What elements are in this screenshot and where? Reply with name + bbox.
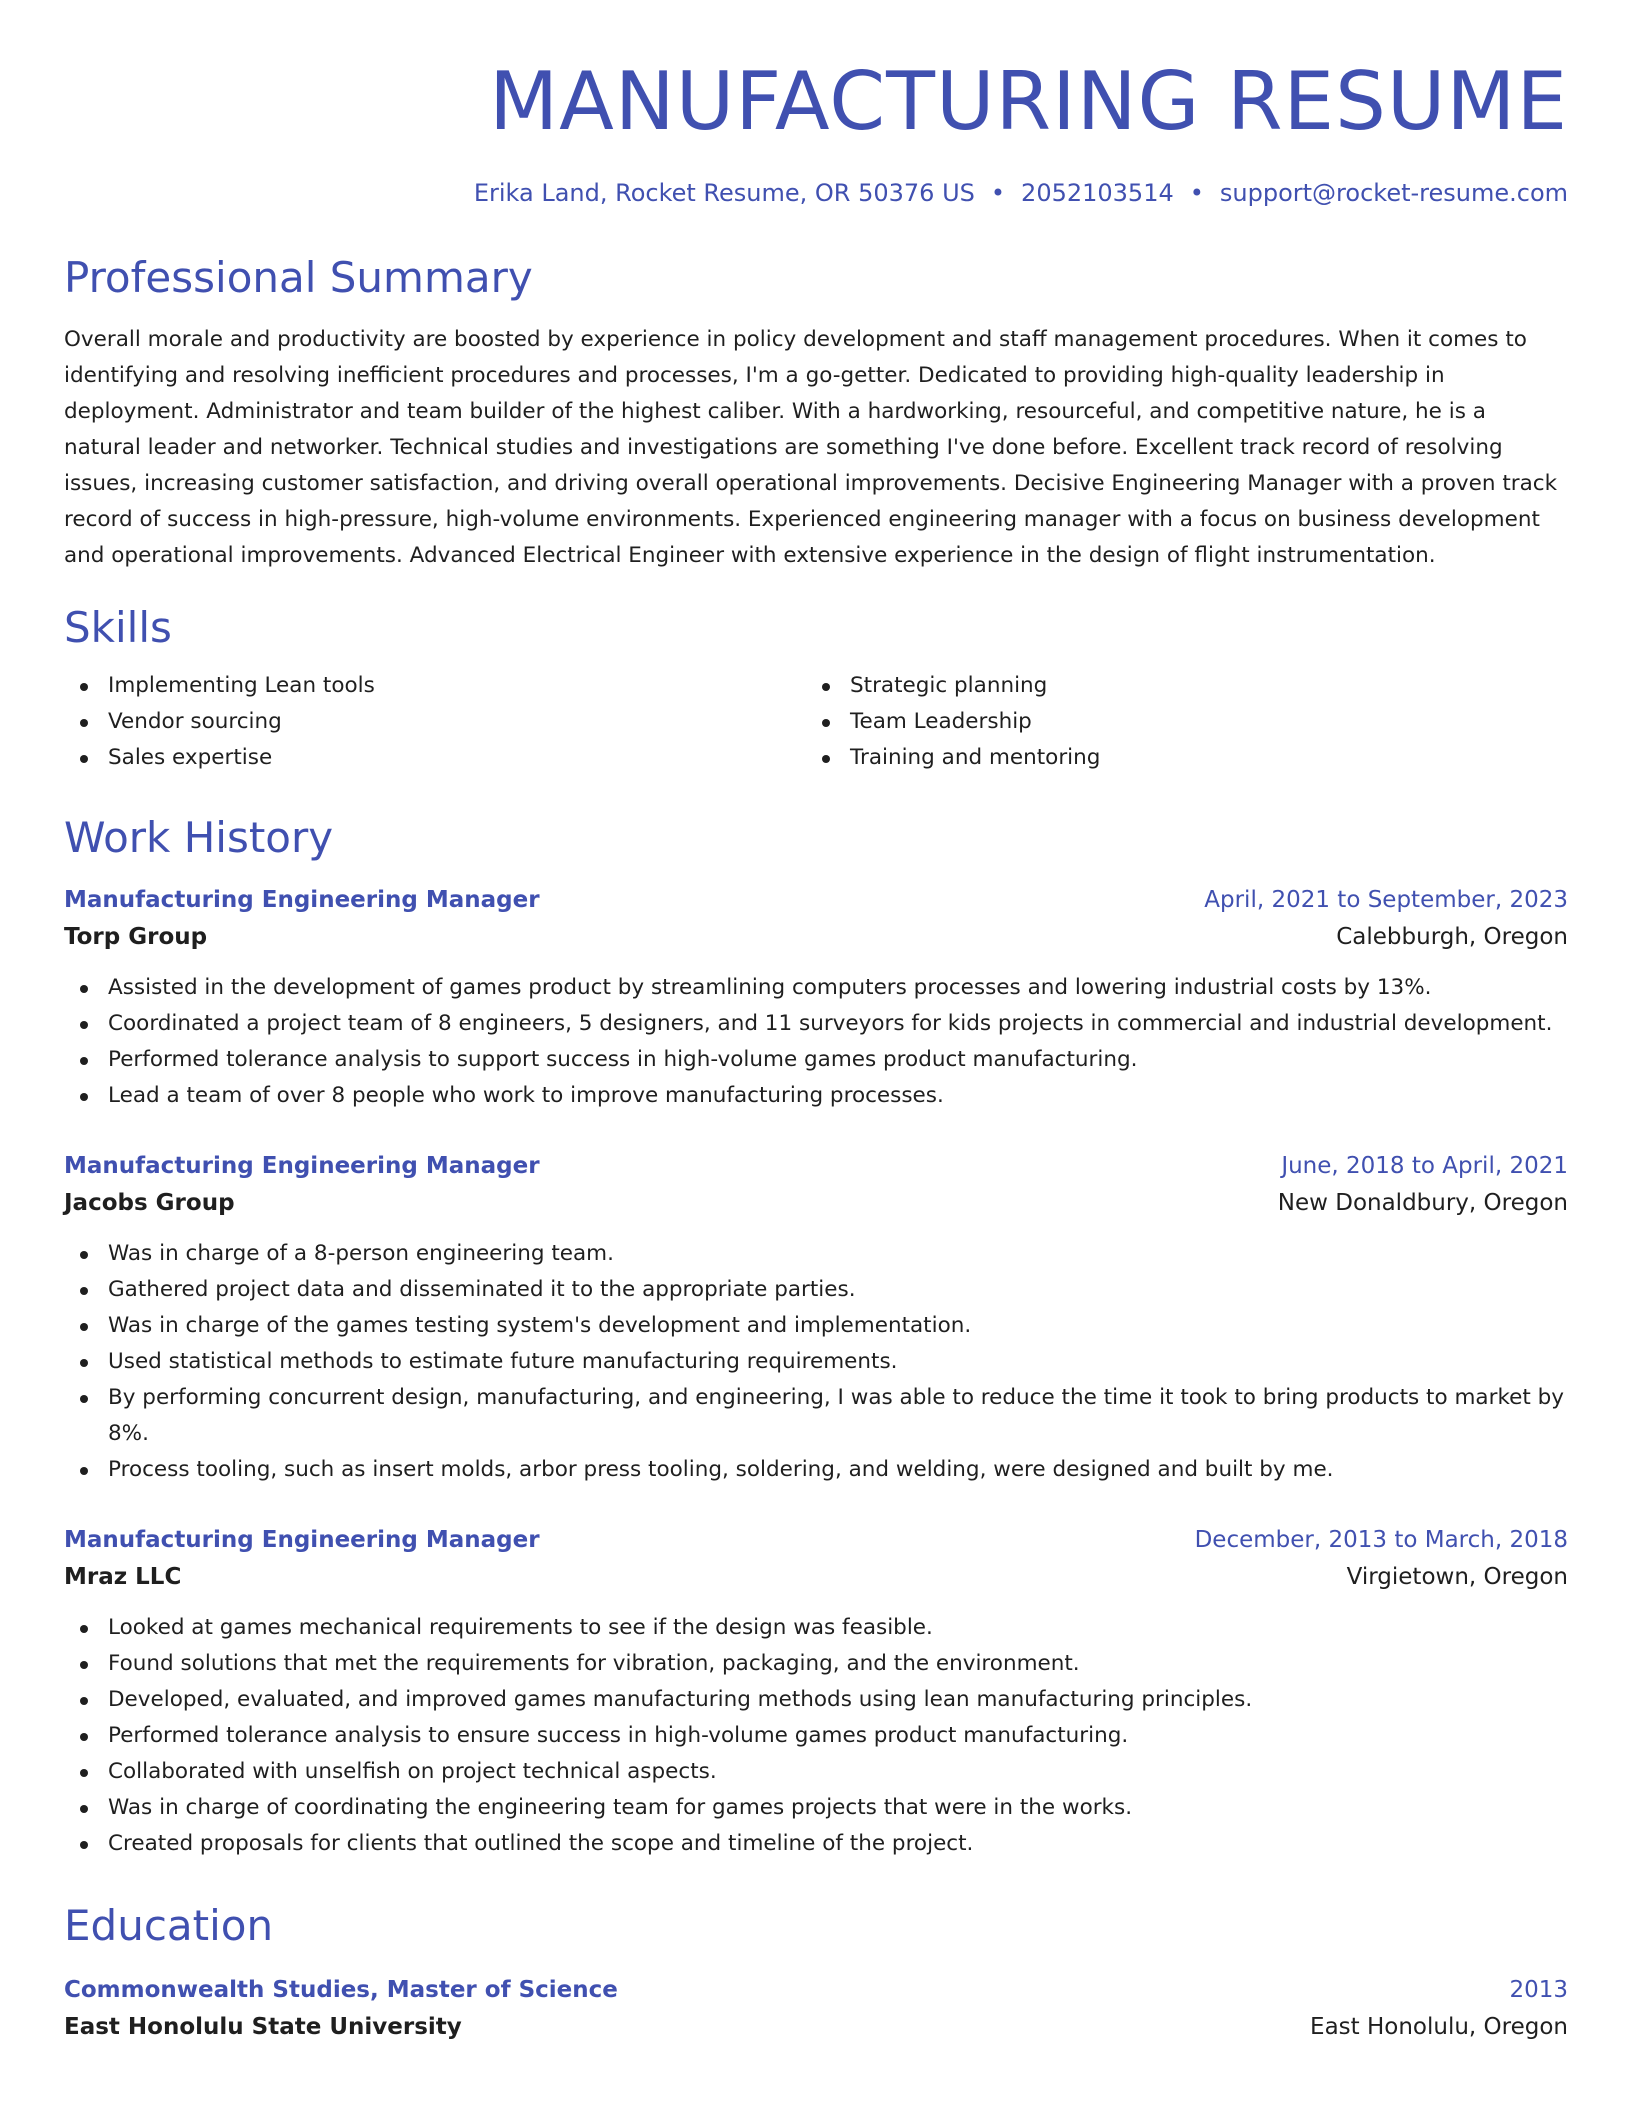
- contact-separator: •: [990, 179, 1006, 207]
- job-company: Mraz LLC: [64, 1564, 182, 1590]
- job-bullet: Was in charge of coordinating the engineering team for games projects that were in the works.: [64, 1790, 1568, 1826]
- job-bullet: Process tooling, such as insert molds, arbor press tooling, soldering, and welding, were designed and built by me.: [64, 1452, 1568, 1488]
- job-company: Torp Group: [64, 924, 208, 950]
- job-bullet: Developed, evaluated, and improved games manufacturing methods using lean manufacturing principles.: [64, 1682, 1568, 1718]
- job-location: Virgietown, Oregon: [1346, 1564, 1568, 1590]
- education-year: 2013: [1509, 1977, 1568, 2003]
- job-bullets: [64, 1236, 1568, 1488]
- skills-right-column: [806, 668, 1548, 776]
- job-location: New Donaldbury, Oregon: [1277, 1190, 1568, 1216]
- education-heading: Education: [64, 1901, 274, 1950]
- education-location: East Honolulu, Oregon: [1310, 2014, 1568, 2040]
- job-bullet: Assisted in the development of games product by streamlining computers processes and lowering industrial costs by 13%.: [64, 970, 1568, 1006]
- resume-title: MANUFACTURING RESUME: [489, 55, 1568, 148]
- contact-address: Erika Land, Rocket Resume, OR 50376 US: [473, 179, 975, 207]
- education-section: [64, 1900, 1568, 2046]
- skill-item: Training and mentoring: [806, 740, 1548, 776]
- resume-page: [64, 0, 1568, 2046]
- job-bullet: Was in charge of the games testing system's development and implementation.: [64, 1308, 1568, 1344]
- contact-phone: 2052103514: [1021, 179, 1174, 207]
- contact-email: support@rocket-resume.com: [1219, 179, 1568, 207]
- skill-item: Team Leadership: [806, 704, 1548, 740]
- job-bullet: Used statistical methods to estimate future manufacturing requirements.: [64, 1344, 1568, 1380]
- skill-item: Strategic planning: [806, 668, 1548, 704]
- job-bullets: [64, 970, 1568, 1114]
- skill-item: Implementing Lean tools: [64, 668, 806, 704]
- skills-heading: Skills: [64, 603, 172, 652]
- job-entry: [64, 882, 1568, 1114]
- work-history-heading: Work History: [64, 813, 334, 862]
- job-bullet: Lead a team of over 8 people who work to improve manufacturing processes.: [64, 1078, 1568, 1114]
- job-title-row: [64, 1148, 1568, 1184]
- job-bullet: Looked at games mechanical requirements to see if the design was feasible.: [64, 1610, 1568, 1646]
- job-bullet: Was in charge of a 8-person engineering team.: [64, 1236, 1568, 1272]
- education-entry: [64, 1972, 1568, 2046]
- job-dates: December, 2013 to March, 2018: [1194, 1527, 1568, 1553]
- job-bullet: By performing concurrent design, manufacturing, and engineering, I was able to reduce the time it took to bring products to market by 8%.: [64, 1380, 1568, 1452]
- skills-columns: [64, 668, 1568, 776]
- job-dates: June, 2018 to April, 2021: [1281, 1153, 1568, 1179]
- job-entry: [64, 1522, 1568, 1862]
- summary-heading: Professional Summary: [64, 253, 533, 302]
- job-location: Calebburgh, Oregon: [1336, 924, 1568, 950]
- job-title: Manufacturing Engineering Manager: [64, 887, 540, 913]
- job-company: Jacobs Group: [64, 1190, 235, 1216]
- job-bullet: Performed tolerance analysis to ensure success in high-volume games product manufacturing.: [64, 1718, 1568, 1754]
- job-bullet: Coordinated a project team of 8 engineers, 5 designers, and 11 surveyors for kids projects in commercial and industrial development.: [64, 1006, 1568, 1042]
- job-bullet: Performed tolerance analysis to support success in high-volume games product manufacturing.: [64, 1042, 1568, 1078]
- summary-section: [64, 252, 1568, 574]
- job-entry: [64, 1148, 1568, 1488]
- job-title: Manufacturing Engineering Manager: [64, 1527, 540, 1553]
- job-title-row: [64, 882, 1568, 918]
- job-bullet: Created proposals for clients that outlined the scope and timeline of the project.: [64, 1826, 1568, 1862]
- job-bullet: Gathered project data and disseminated it to the appropriate parties.: [64, 1272, 1568, 1308]
- job-company-row: [64, 918, 1568, 956]
- education-school-row: [64, 2008, 1568, 2046]
- skills-left-column: [64, 668, 806, 776]
- job-bullet: Collaborated with unselfish on project technical aspects.: [64, 1754, 1568, 1790]
- contact-line: [64, 176, 1568, 210]
- education-school: East Honolulu State University: [64, 2014, 462, 2040]
- contact-separator: •: [1189, 179, 1204, 207]
- job-bullets: [64, 1610, 1568, 1862]
- job-dates: April, 2021 to September, 2023: [1204, 887, 1568, 913]
- skill-item: Vendor sourcing: [64, 704, 806, 740]
- education-degree-row: [64, 1972, 1568, 2008]
- job-company-row: [64, 1184, 1568, 1222]
- work-history-section: [64, 812, 1568, 1862]
- job-bullet: Found solutions that met the requirements for vibration, packaging, and the environment.: [64, 1646, 1568, 1682]
- job-title: Manufacturing Engineering Manager: [64, 1153, 540, 1179]
- summary-text: Overall morale and productivity are boosted by experience in policy development and staff management procedures. When it comes to identifying and resolving inefficient procedures and processes, I'm a go-getter. Dedicated to providing high-quality leadership in deployment. Administrator and team builder of the highest caliber. With a hardworking, resourceful, and competitive nature, he is a natural leader and networker. Technical studies and investigations are something I've done before. Excellent track record of resolving issues, increasing customer satisfaction, and driving overall operational improvements. Decisive Engineering Manager with a proven track record of success in high-pressure, high-volume environments. Experienced engineering manager with a focus on business development and operational improvements. Advanced Electrical Engineer with extensive experience in the design of flight instrumentation.: [64, 327, 1558, 568]
- job-company-row: [64, 1558, 1568, 1596]
- skill-item: Sales expertise: [64, 740, 806, 776]
- skills-section: [64, 602, 1568, 776]
- job-title-row: [64, 1522, 1568, 1558]
- education-degree: Commonwealth Studies, Master of Science: [64, 1977, 618, 2003]
